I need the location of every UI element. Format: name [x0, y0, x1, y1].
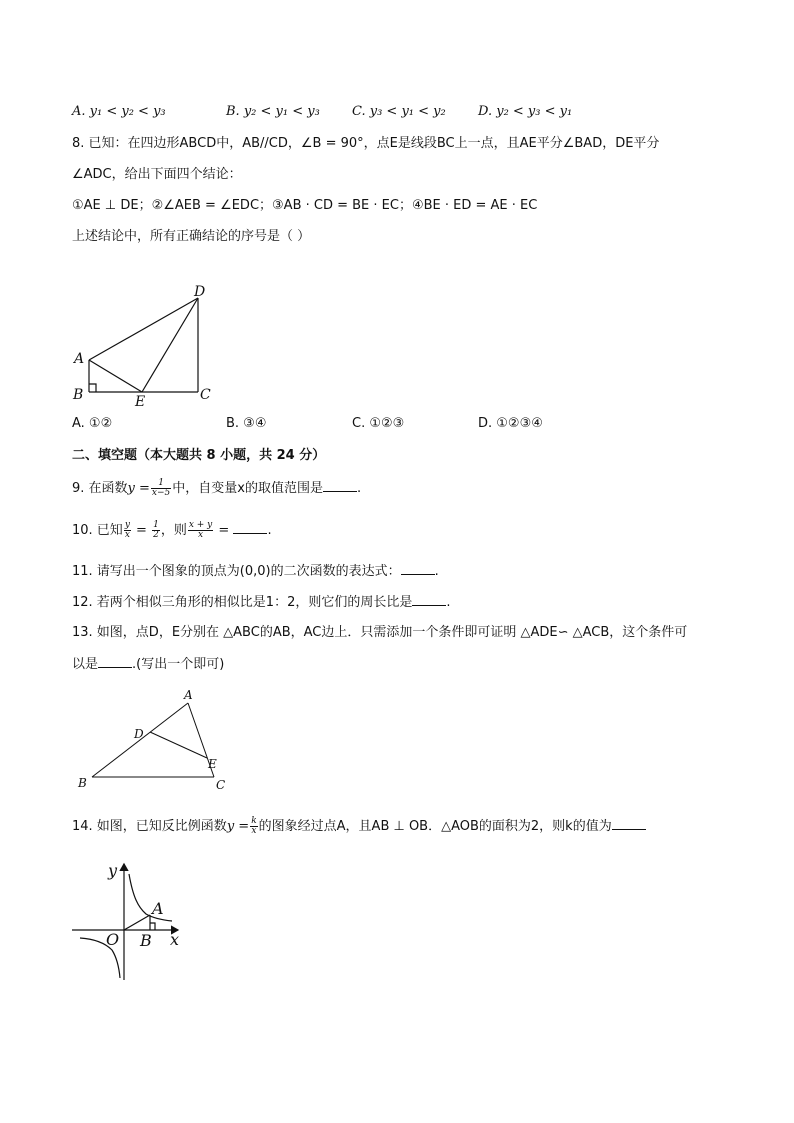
q14-fraction-num: k [251, 816, 257, 826]
q11 [72, 562, 439, 581]
q12 [72, 593, 451, 612]
q14 [72, 817, 646, 836]
q8-option-c[interactable]: C. ①②③ [352, 416, 405, 431]
q13-post: .(写出一个即可) [132, 657, 225, 672]
q8-option-b[interactable]: B. ③④ [226, 416, 267, 431]
q14-label-b: B [140, 931, 152, 950]
q10-fraction-2-num: 1 [153, 520, 159, 530]
q9-answer-blank[interactable] [323, 479, 357, 492]
q10-then: ，则 [160, 523, 187, 538]
q10 [72, 521, 272, 540]
q10-fraction-1-den: x [124, 530, 130, 540]
q8-label-b: B [73, 387, 84, 403]
q9-fraction-num: 1 [151, 479, 171, 489]
q7-option-b[interactable]: B. y₂ < y₁ < y₃ [226, 104, 320, 119]
q10-eq-2: = [214, 523, 234, 538]
q13-stem-line1: 13. 如图，点D，E分别在 △ABC的AB，AC边上．只需添加一个条件即可证明 △ADE∽ △ACB，这个条件可 [72, 625, 688, 640]
q13-label-a: A [184, 688, 193, 702]
q14-fraction-den: x [251, 826, 257, 836]
q8-label-e: E [135, 394, 146, 410]
q9-end: . [356, 481, 362, 496]
q14-hyperbola-branch-1 [129, 874, 172, 921]
q14-figure [66, 852, 196, 987]
q14-segment-oa [124, 915, 150, 930]
q8-segment-ae [89, 360, 142, 392]
q10-fraction-2 [152, 521, 160, 540]
q12-end: . [446, 595, 451, 610]
q8-question: 上述结论中，所有正确结论的序号是（ ） [72, 229, 311, 244]
q12-answer-blank[interactable] [412, 593, 446, 606]
q8-stem-line1: 8. 已知：在四边形ABCD中，AB//CD，∠B = 90°，点E是线段BC上一点，且AE平分∠BAD，DE平分 [72, 136, 660, 151]
q8-option-d[interactable]: D. ①②③④ [478, 416, 543, 431]
q10-fraction-1-num: y [124, 520, 130, 530]
q14-post: 的图象经过点A，且AB ⊥ OB．△AOB的面积为2，则k的值为 [258, 819, 612, 834]
q8-segment-de [142, 298, 198, 392]
q11-text: 11. 请写出一个图象的顶点为(0,0)的二次函数的表达式： [72, 564, 401, 579]
q14-label-y: y [108, 861, 118, 880]
q11-answer-blank[interactable] [401, 562, 435, 575]
q9 [72, 479, 361, 498]
section-2-title: 二、填空题（本大题共 8 小题，共 24 分） [72, 448, 326, 463]
q14-pre: 14. 如图，已知反比例函数 [72, 819, 227, 834]
q14-y-eq: y = [226, 819, 250, 834]
q12-text: 12. 若两个相似三角形的相似比是1：2，则它们的周长比是 [72, 595, 413, 610]
q8-label-a: A [74, 351, 85, 367]
q13-label-b: B [78, 776, 87, 790]
q14-right-angle-mark [150, 923, 155, 930]
q10-fraction-3 [188, 521, 213, 540]
q9-y-eq: y = [127, 481, 150, 496]
q14-label-o: O [106, 930, 120, 949]
q7-option-c[interactable]: C. y₃ < y₁ < y₂ [352, 104, 446, 119]
q8-stem-line2: ∠ADC，给出下面四个结论： [72, 167, 242, 182]
q13-figure [74, 685, 244, 795]
q8-figure [70, 280, 230, 410]
q10-fraction-1 [124, 521, 131, 540]
q10-answer-blank[interactable] [233, 521, 267, 534]
q14-label-a: A [152, 899, 164, 918]
q8-option-a[interactable]: A. ①② [72, 416, 113, 431]
q13-label-c: C [216, 778, 226, 792]
q10-fraction-3-num: x + y [188, 520, 213, 530]
q8-label-c: C [200, 387, 211, 403]
q9-fraction [151, 479, 171, 498]
q9-fraction-den: x−5 [151, 488, 171, 498]
q13-answer-blank[interactable] [98, 655, 132, 668]
q13-pre: 以是 [72, 657, 99, 672]
q14-answer-blank[interactable] [612, 817, 646, 830]
q13-stem-line2 [72, 655, 224, 674]
q13-segment-de [150, 732, 207, 758]
q10-eq-1: = [131, 523, 152, 538]
q9-post: 中，自变量x的取值范围是 [172, 481, 323, 496]
q7-option-d[interactable]: D. y₂ < y₃ < y₁ [478, 104, 573, 119]
q10-pre: 10. 已知 [72, 523, 123, 538]
q13-label-e: E [208, 757, 217, 771]
q10-end: . [267, 523, 272, 538]
q8-label-d: D [194, 284, 206, 300]
q10-fraction-3-den: x [198, 530, 204, 540]
q8-segment-ad [89, 298, 198, 360]
q9-pre: 9. 在函数 [72, 481, 128, 496]
q10-fraction-2-den: 2 [153, 530, 159, 540]
q13-label-d: D [134, 727, 144, 741]
q7-option-a[interactable]: A. y₁ < y₂ < y₃ [72, 104, 166, 119]
q14-fraction [250, 817, 257, 836]
q8-conclusions: ①AE ⊥ DE；②∠AEB = ∠EDC；③AB · CD = BE · EC；④BE · ED = AE · EC [72, 198, 538, 213]
q11-end: . [434, 564, 439, 579]
q14-label-x: x [170, 930, 180, 949]
q8-right-angle-mark [89, 384, 96, 392]
